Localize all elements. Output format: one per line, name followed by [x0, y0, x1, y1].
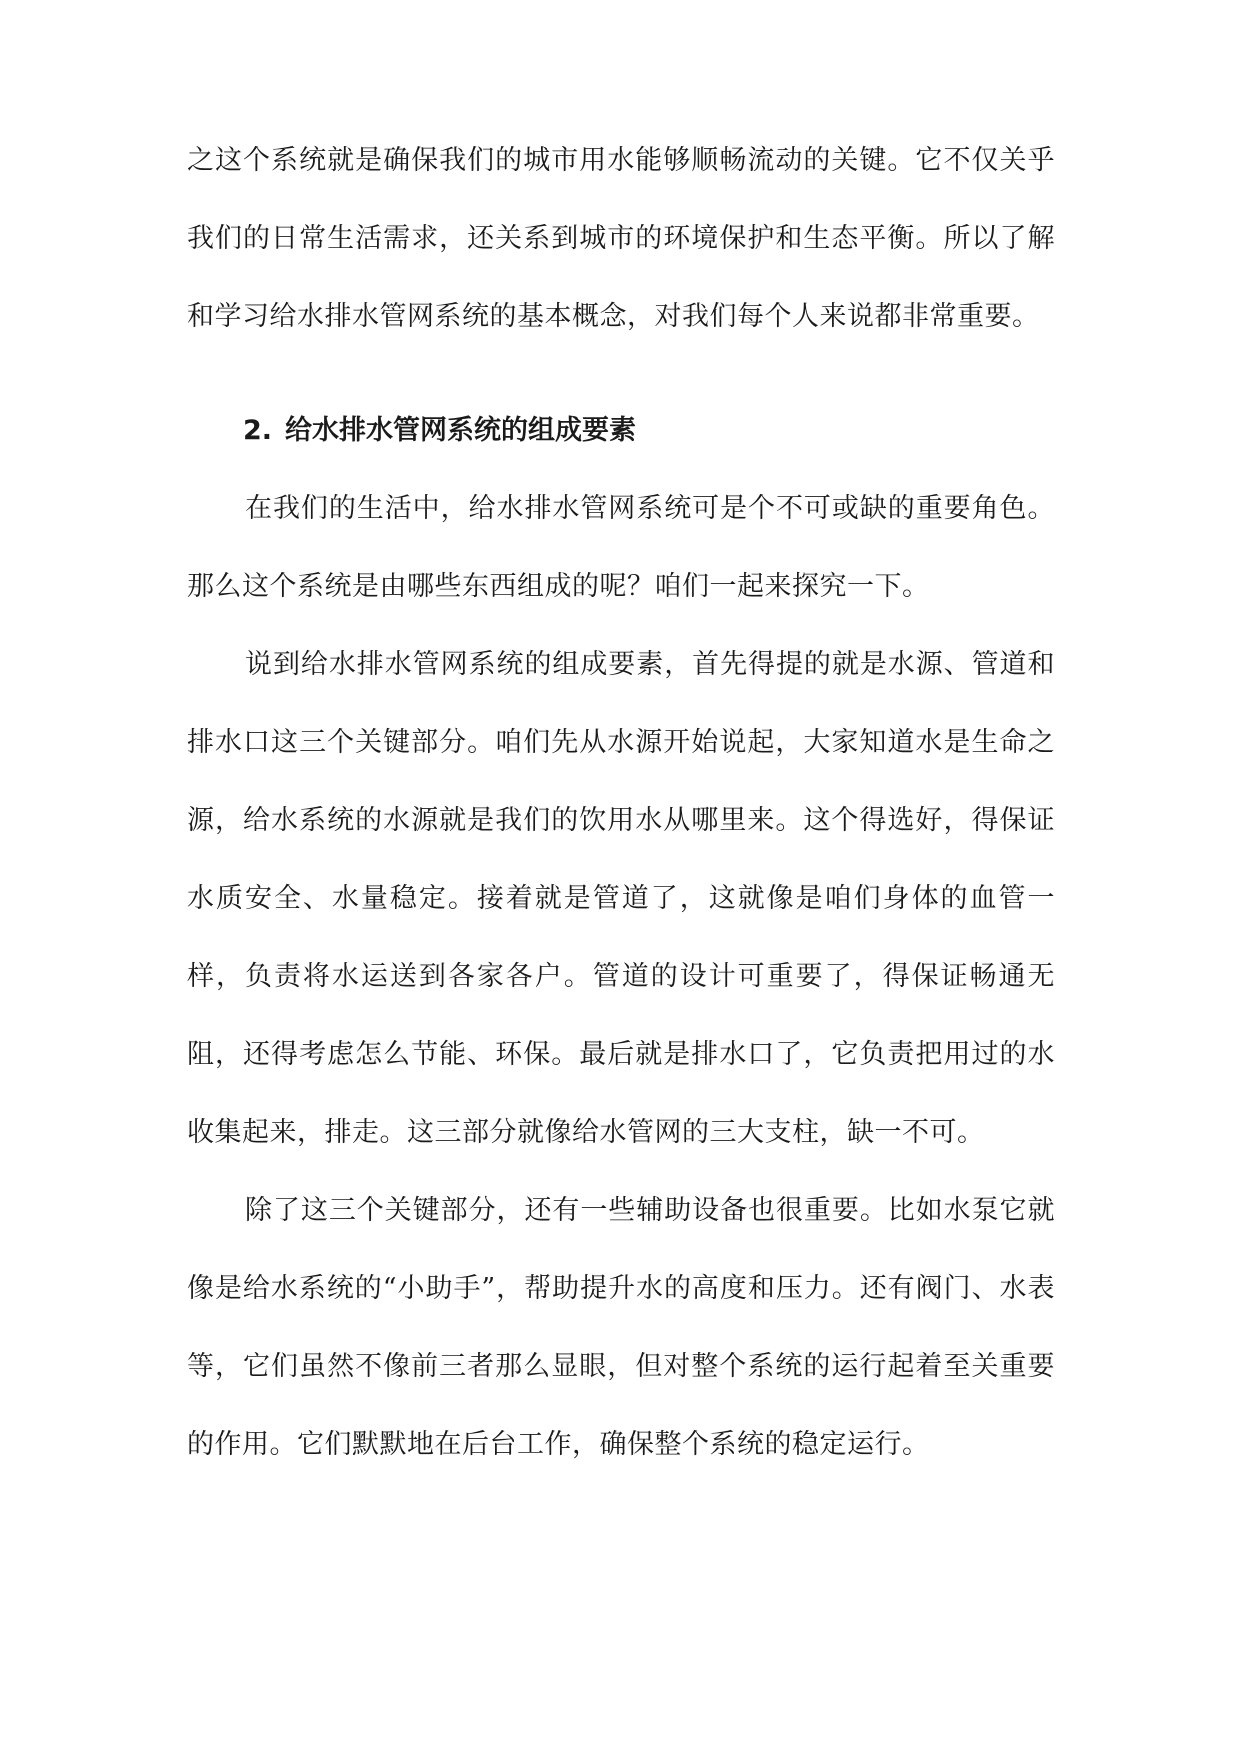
section-heading	[187, 392, 1055, 470]
paragraph-intro: 在我们的生活中，给水排水管网系统可是个不可或缺的重要角色。那么这个系统是由哪些东西组成的呢？咱们一起来探究一下。	[187, 493, 1055, 602]
paragraph-auxiliary: 除了这三个关键部分，还有一些辅助设备也很重要。比如水泵它就像是给水系统的“小助手”，帮助提升水的高度和压力。还有阀门、水表等，它们虽然不像前三者那么显眼，但对整个系统的运行起着至关重要的作用。它们默默地在后台工作，确保整个系统的稳定运行。	[187, 1195, 1055, 1460]
section-number: 2.	[243, 415, 273, 446]
paragraph-components: 说到给水排水管网系统的组成要素，首先得提的就是水源、管道和排水口这三个关键部分。咱们先从水源开始说起，大家知道水是生命之源，给水系统的水源就是我们的饮用水从哪里来。这个得选好，得保证水质安全、水量稳定。接着就是管道了，这就像是咱们身体的血管一样，负责将水运送到各家各户。管道的设计可重要了，得保证畅通无阻，还得考虑怎么节能、环保。最后就是排水口了，它负责把用过的水收集起来，排走。这三部分就像给水管网的三大支柱，缺一不可。	[187, 649, 1055, 1148]
paragraph-continued: 之这个系统就是确保我们的城市用水能够顺畅流动的关键。它不仅关乎我们的日常生活需求，还关系到城市的环境保护和生态平衡。所以了解和学习给水排水管网系统的基本概念，对我们每个人来说都非常重要。	[187, 145, 1055, 332]
section-title: 给水排水管网系统的组成要素	[285, 415, 636, 446]
document-body	[187, 122, 1055, 1484]
